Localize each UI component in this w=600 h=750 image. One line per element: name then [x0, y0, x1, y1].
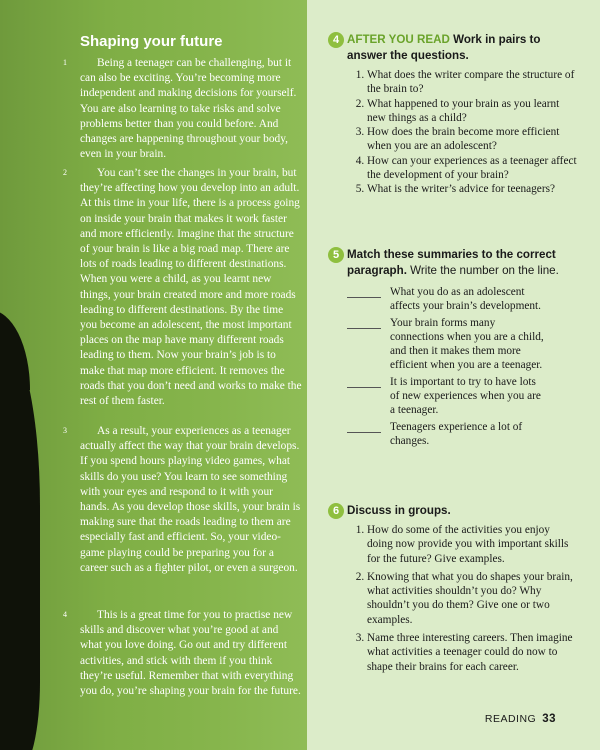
summary-text: Your brain forms many connections when you are a child, and then it makes them more efficient when you are a teenager. — [390, 316, 544, 372]
summary-text: Teenagers experience a lot of changes. — [390, 420, 523, 447]
paragraph-text: As a result, your experiences as a teenager actually affect the way that your brain develops. If you spend hours playing video games, what skills do you use? You learn to see something with your eyes and respond to it with your hands. As you develop those skills, your brain is making sure that the roads leading to them are especially fast and efficient. So, your video-game playing could be preparing you for a career such as a fighter pilot, or even a surgeon. — [80, 425, 301, 574]
exercise-6-question-list — [328, 523, 578, 674]
article-paragraph — [63, 166, 302, 409]
paragraph-number: 4 — [63, 610, 67, 619]
article-paragraph — [63, 56, 302, 162]
article-paragraph — [63, 424, 302, 576]
article-title: Shaping your future — [80, 33, 223, 50]
exercise-5 — [328, 247, 578, 450]
exercise-4 — [328, 32, 578, 197]
question-item: 5. What is the writer’s advice for teenagers? — [367, 182, 578, 196]
summary-text: It is important to try to have lots of new experiences when you are a teenager. — [390, 375, 541, 417]
exercise-5-heading — [347, 247, 578, 279]
question-item: 3. Name three interesting careers. Then imagine what activities a teenager could do now to shape their brains for each career. — [367, 631, 578, 674]
paragraph-text: Being a teenager can be challenging, but it can also be exciting. You’re becoming more independent and making decisions for yourself. You are also learning to take risks and solve problems better than you could before. And changes are happening throughout your body, even in your brain. — [80, 57, 297, 161]
page-number: 33 — [542, 713, 556, 725]
exercise-6 — [328, 503, 578, 678]
paragraph-text: You can’t see the changes in your brain, but they’re affecting how you develop into an adult. At this time in your life, there is a process going on inside your brain that makes it work faster and more efficiently. Imagine that the structure of your brain is like a big road map. There are lots of roads leading to different destinations. When you were a child, as you learnt new things, your brain created more and more roads leading to different destinations. By the time you become an adolescent, the most important places on the map have many different roads leading to them. Now your brain’s job is to make that map more efficient. It removes the roads that you don’t need and works to make the rest of them faster. — [80, 167, 302, 408]
match-row — [328, 316, 578, 373]
answer-line[interactable] — [347, 316, 381, 329]
match-row — [328, 285, 578, 314]
exercise-5-instruction-rest: Write the number on the line. — [410, 264, 559, 277]
match-list — [328, 285, 578, 448]
question-item: 2. What happened to your brain as you learnt new things as a child? — [367, 97, 578, 126]
question-item: 3. How does the brain become more efficient when you are an adolescent? — [367, 125, 578, 154]
match-row — [328, 375, 578, 418]
page-footer — [485, 713, 556, 725]
exercise-4-instruction: Work in pairs to answer the questions. — [347, 33, 541, 62]
match-row — [328, 420, 578, 449]
exercise-5-instruction-bold: Match these summaries to the correct paragraph. — [347, 248, 556, 277]
section-label: READING — [484, 713, 537, 725]
exercise-4-heading — [347, 32, 578, 64]
question-item: 4. How can your experiences as a teenager affect the development of your brain? — [367, 154, 578, 183]
answer-line[interactable] — [347, 285, 381, 298]
answer-line[interactable] — [347, 420, 381, 433]
paragraph-number: 3 — [63, 426, 67, 435]
exercise-4-question-list — [328, 68, 578, 197]
exercise-number-badge: 5 — [328, 247, 344, 263]
question-item: 1. What does the writer compare the structure of the brain to? — [367, 68, 578, 97]
exercise-6-instruction: Discuss in groups. — [347, 504, 451, 517]
head-silhouette-top — [0, 310, 30, 390]
question-item: 1. How do some of the activities you enjoy doing now provide you with important skills for the future? Give examples. — [367, 523, 578, 566]
exercise-number-badge: 6 — [328, 503, 344, 519]
exercise-6-heading — [347, 503, 578, 519]
summary-text: What you do as an adolescent affects your brain’s development. — [390, 286, 541, 313]
question-item: 2. Knowing that what you do shapes your brain, what activities shouldn’t you do? Why shouldn’t you do them? Give one or two examples. — [367, 570, 578, 627]
exercise-4-label: AFTER YOU READ — [347, 33, 450, 46]
paragraph-number: 1 — [63, 58, 67, 67]
head-silhouette-image — [0, 330, 40, 750]
answer-line[interactable] — [347, 375, 381, 388]
paragraph-text: This is a great time for you to practise new skills and discover what you’re good at and what you love doing. Go out and try different activities, and stick with them if you think they’re useful. Remember that with everything you do, you’re shaping your brain for the future. — [80, 609, 301, 698]
article-paragraph — [63, 608, 302, 699]
exercise-number-badge: 4 — [328, 32, 344, 48]
paragraph-number: 2 — [63, 168, 67, 177]
